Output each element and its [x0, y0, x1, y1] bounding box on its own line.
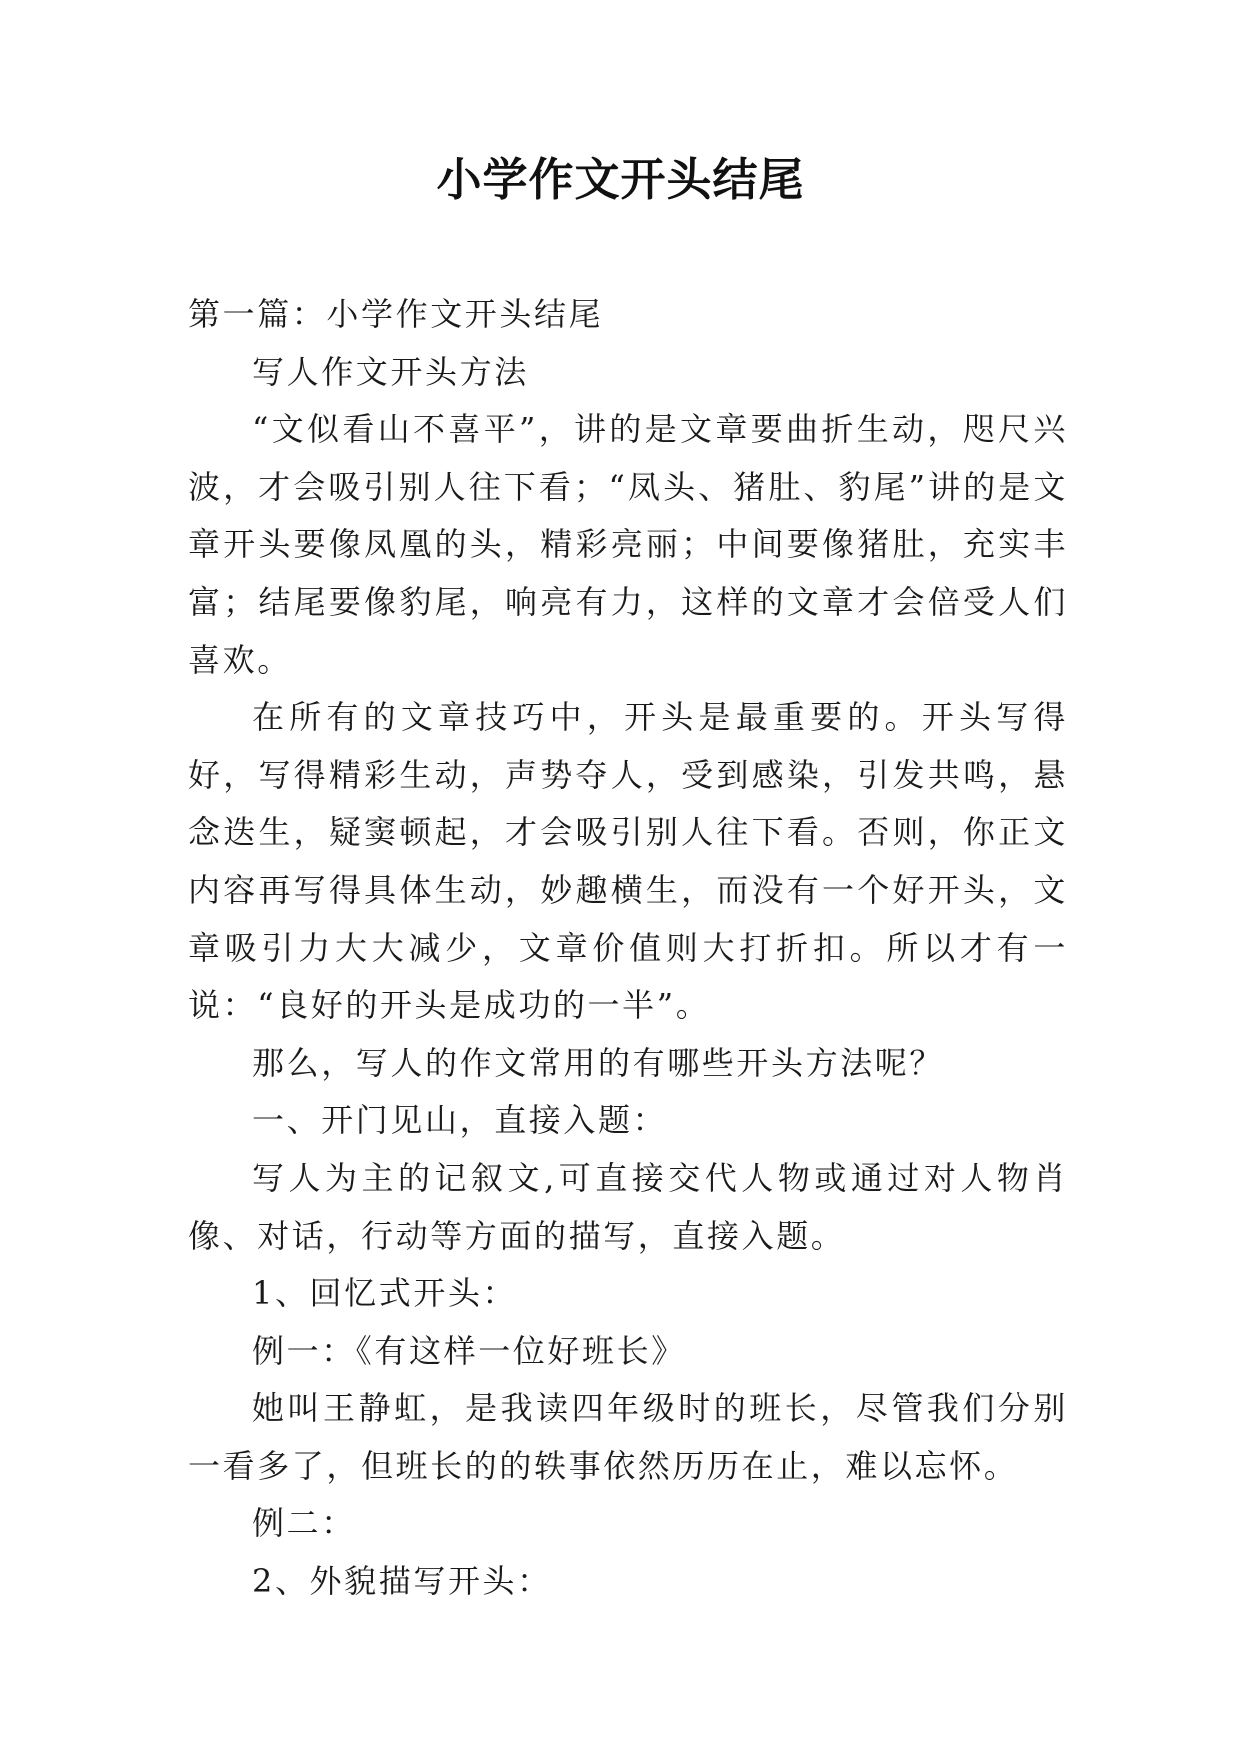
paragraph: 那么，写人的作文常用的有哪些开头方法呢？ [252, 1043, 945, 1082]
subheading: 写人作文开头方法 [252, 352, 529, 391]
document-title: 小学作文开头结尾 [436, 153, 805, 206]
document-body [188, 286, 1068, 1611]
list-item: 1、回忆式开头： [252, 1274, 518, 1313]
section-heading: 第一篇：小学作文开头结尾 [188, 295, 604, 333]
paragraph: 她叫王静虹，是我读四年级时的班长，尽管我们分别一看多了，但班长的的轶事依然历历在止，难以忘怀。 [188, 1389, 1068, 1485]
paragraph: “文似看山不喜平”，讲的是文章要曲折生动，咫尺兴波，才会吸引别人往下看；“凤头、猪肚、豹尾”讲的是文章开头要像凤凰的头，精彩亮丽；中间要像猪肚，充实丰富；结尾要像豹尾，响亮有力，这样的文章才会倍受人们喜欢。 [188, 410, 1068, 679]
list-item: 2、外貌描写开头： [252, 1562, 552, 1601]
paragraph: 在所有的文章技巧中，开头是最重要的。开头写得好，写得精彩生动，声势夺人，受到感染，引发共鸣，悬念迭生，疑窦顿起，才会吸引别人往下看。否则，你正文内容再写得具体生动，妙趣横生，而没有一个好开头，文章吸引力大大减少，文章价值则大打折扣。所以才有一说：“良好的开头是成功的一半”。 [188, 698, 1068, 1025]
example-label: 例一：《有这样一位好班长》 [252, 1331, 686, 1370]
example-label: 例二： [252, 1504, 356, 1543]
paragraph: 写人为主的记叙文,可直接交代人物或通过对人物肖像、对话，行动等方面的描写，直接入题。 [188, 1158, 1068, 1255]
list-heading: 一、开门见山，直接入题： [252, 1101, 668, 1140]
